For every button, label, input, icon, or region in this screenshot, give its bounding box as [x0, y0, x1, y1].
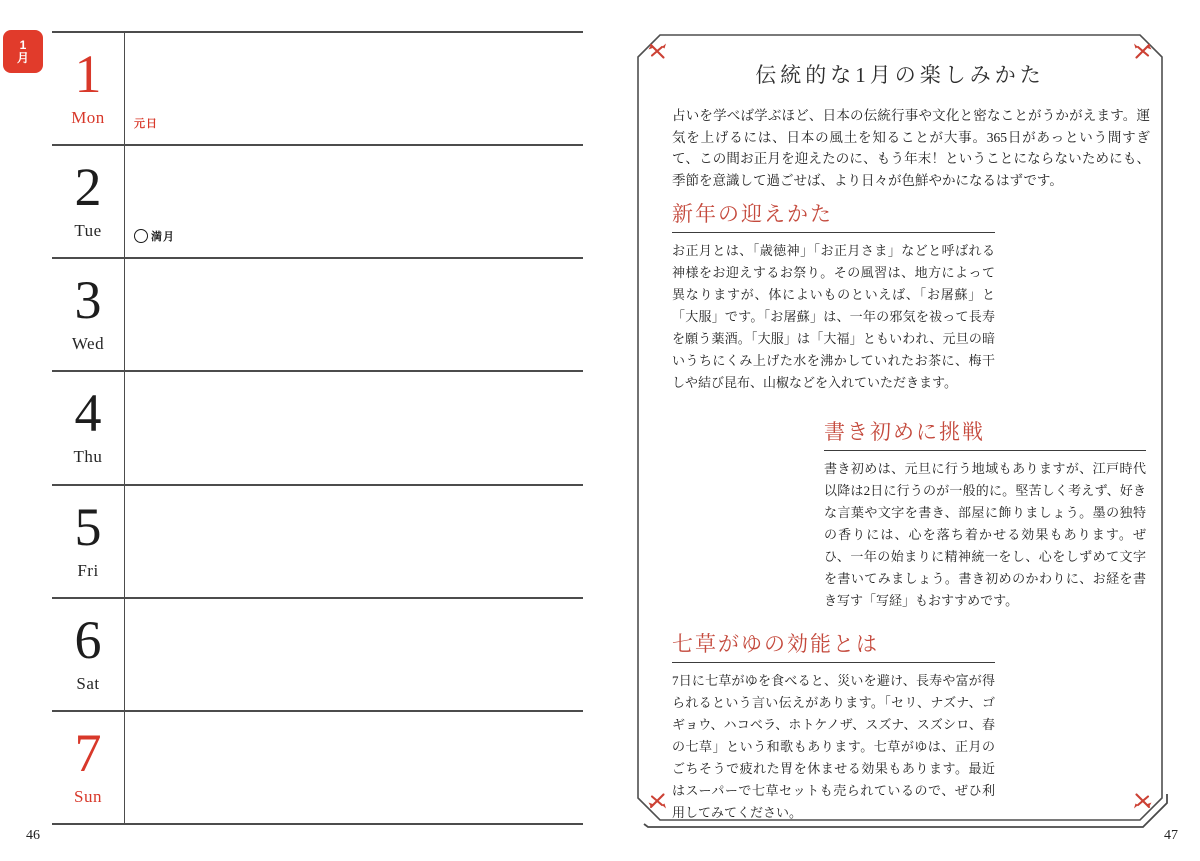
section-heading-nanakusa: 七草がゆの効能とは — [672, 632, 879, 656]
calendar-row-day-2 — [52, 144, 583, 257]
section-body-new-year: お正月とは、「歳徳神」「お正月さま」などと呼ばれる神様をお迎えするお祭り。その風習は、地方によって異なりますが、体によいものといえば、「お屠蘇」と「大服」です。「お屠蘇」は、一年の邪気を祓って長寿を願う薬酒。「大服」は「大福」ともいわれ、元旦の暗いうちにくみ上げた水を沸かしていれたお茶に、梅干しや結び昆布、山椒などを入れていただきます。 — [672, 243, 995, 390]
moon-phase-text: 満月 — [151, 231, 175, 244]
section-body-calligraphy: 書き初めは、元旦に行う地域もありますが、江戸時代以降は2日に行うのが一般的に。堅苦しく考えず、好きな言葉や文字を書き、部屋に飾りましょう。墨の独特の香りには、心を落ち着かせる効果もあります。ぜひ、一年の始まりに精神統一をし、心をしずめて文字を書いてみましょう。書き初めのかわりに、お経を書き写す「写経」もおすすめです。 — [824, 461, 1146, 608]
section-heading-new-year: 新年の迎えかた — [672, 202, 833, 226]
day-cell — [52, 712, 124, 823]
notes-area — [124, 599, 583, 710]
page-number-right: 47 — [1164, 828, 1178, 843]
corner-ribbon-icon — [647, 41, 667, 61]
notes-area — [124, 372, 583, 483]
day-cell — [52, 33, 124, 144]
weekday-label: Wed — [71, 334, 105, 354]
calendar-row-day-7 — [52, 710, 583, 823]
section-heading-calligraphy: 書き初めに挑戦 — [824, 420, 985, 444]
section-divider — [672, 232, 995, 233]
day-cell — [52, 372, 124, 483]
corner-ribbon-icon — [1133, 41, 1153, 61]
notes-area — [124, 486, 583, 597]
holiday-label: 元日 — [134, 118, 158, 131]
notes-area — [124, 712, 583, 823]
section-body-nanakusa: 7日に七草がゆを食べると、災いを避け、長寿や富が得られるという言い伝えがあります。「セリ、ナズナ、ゴギョウ、ハコベラ、ホトケノザ、スズナ、スズシロ、春の七草」という和歌もあります。七草がゆは、正月のごちそうで疲れた胃を休ませる効果もあります。最近はスーパーで七草セットも売られているので、ぜひ利用してみてください。 — [672, 673, 995, 820]
calendar-row-day-3 — [52, 257, 583, 370]
corner-ribbon-icon — [1133, 791, 1153, 811]
day-number: 3 — [74, 270, 102, 331]
day-number: 2 — [74, 157, 102, 218]
day-cell — [52, 146, 124, 257]
weekday-label: Thu — [73, 447, 103, 467]
corner-ribbon-icon — [647, 791, 667, 811]
day-number: 6 — [74, 609, 102, 670]
weekday-label: Tue — [74, 221, 102, 241]
article-intro: 占いを学べば学ぶほど、日本の伝統行事や文化と密なことがうかがえます。運気を上げるには、日本の風土を知ることが大事。365日があっという間すぎて、この間お正月を迎えたのに、もう年末！ということにならないためにも、季節を意識して過ごせば、より日々が色鮮やかになるはずです。 — [672, 108, 1150, 188]
calendar-row-day-6 — [52, 597, 583, 710]
day-number: 4 — [74, 383, 102, 444]
weekday-label: Mon — [71, 108, 105, 127]
day-number: 5 — [74, 496, 102, 557]
calendar-row-day-5 — [52, 484, 583, 597]
notes-area — [124, 146, 583, 257]
moon-phase-label — [134, 228, 175, 244]
notes-area — [124, 33, 583, 144]
full-moon-icon — [134, 229, 148, 243]
weekday-label: Sun — [74, 786, 102, 806]
page-number-left: 46 — [26, 828, 40, 843]
day-number: 7 — [74, 722, 102, 783]
day-cell — [52, 599, 124, 710]
calendar-row-day-1 — [52, 31, 583, 144]
weekday-label: Sat — [76, 673, 100, 693]
article-title: 伝統的な1月の楽しみかた — [755, 63, 1045, 87]
section-divider — [672, 662, 995, 663]
day-cell — [52, 486, 124, 597]
month-tab-number: 1 — [19, 37, 27, 52]
day-number: 1 — [74, 44, 102, 104]
weekday-label: Fri — [77, 560, 99, 580]
section-divider — [824, 450, 1146, 451]
month-tab — [3, 30, 43, 73]
day-cell — [52, 259, 124, 370]
calendar-row-day-4 — [52, 370, 583, 483]
month-tab-unit: 月 — [16, 50, 29, 65]
notes-area — [124, 259, 583, 370]
weekly-calendar — [52, 31, 583, 825]
